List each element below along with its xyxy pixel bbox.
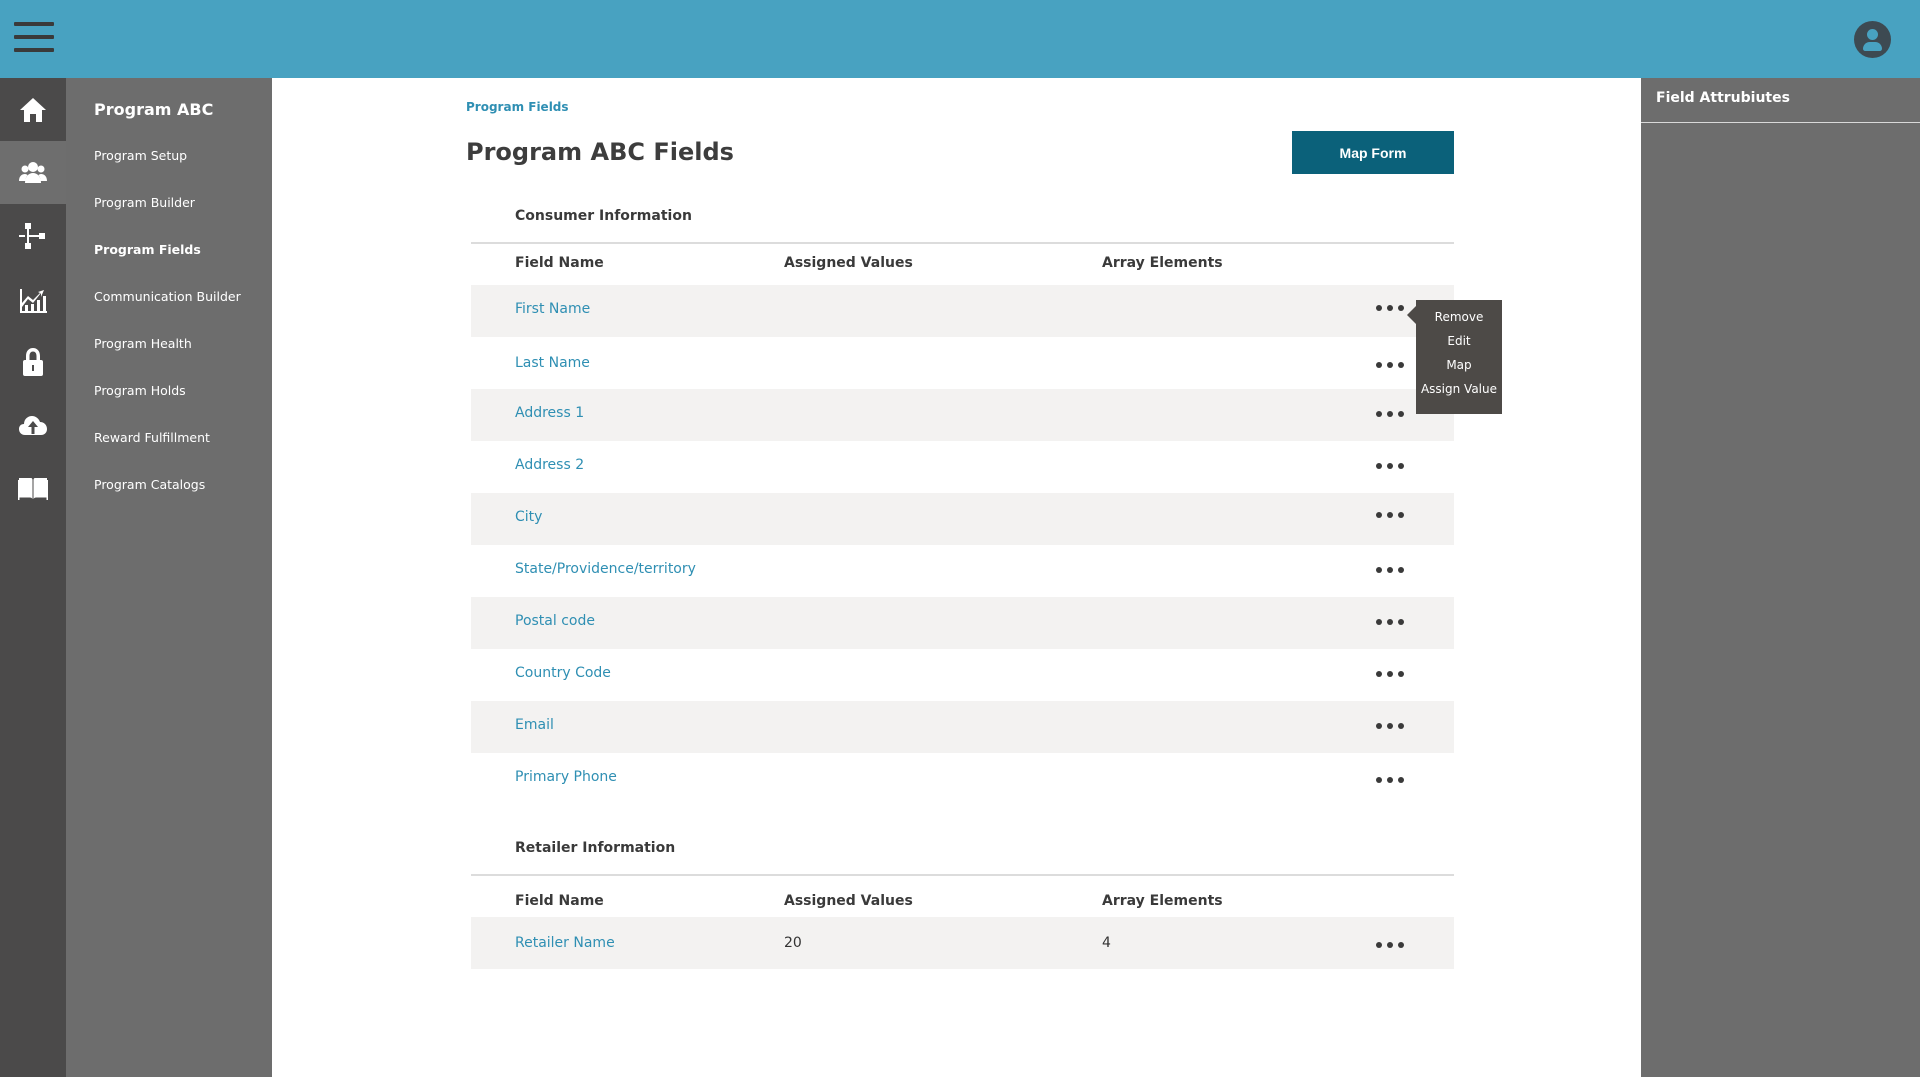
user-avatar-icon[interactable]	[1854, 21, 1891, 58]
rail-item-users[interactable]	[0, 141, 66, 204]
map-form-button[interactable]: Map Form	[1292, 131, 1454, 174]
more-options-icon[interactable]	[1376, 507, 1404, 523]
subnav-item-program-fields[interactable]: Program Fields	[94, 242, 201, 257]
table-row	[471, 285, 1454, 337]
more-options-icon[interactable]	[1376, 562, 1404, 578]
column-header-assigned-values: Assigned Values	[784, 255, 913, 271]
more-options-icon[interactable]	[1376, 458, 1404, 474]
table-row	[471, 597, 1454, 649]
subnav-item-program-catalogs[interactable]: Program Catalogs	[94, 477, 206, 492]
table-row	[471, 545, 1454, 597]
assigned-values-cell: 20	[784, 935, 802, 951]
page-title: Program ABC Fields	[466, 138, 734, 166]
rail-item-workflow[interactable]	[0, 204, 66, 267]
workflow-icon	[17, 220, 49, 252]
sub-navigation	[66, 78, 272, 1077]
field-name-link[interactable]: Retailer Name	[515, 935, 615, 951]
table-row	[471, 701, 1454, 753]
column-header-assigned-values: Assigned Values	[784, 893, 913, 909]
table-row	[471, 441, 1454, 493]
top-bar	[0, 0, 1920, 78]
menu-item-assign-value[interactable]: Assign Value	[1420, 382, 1498, 396]
more-options-icon[interactable]	[1376, 666, 1404, 682]
section-divider	[471, 242, 1454, 244]
more-options-icon[interactable]	[1376, 718, 1404, 734]
more-options-icon[interactable]	[1376, 937, 1404, 953]
book-catalog-icon	[17, 472, 49, 504]
column-header-field-name: Field Name	[515, 893, 604, 909]
more-options-icon[interactable]	[1376, 357, 1404, 373]
rail-item-upload[interactable]	[0, 393, 66, 456]
menu-item-map[interactable]: Map	[1446, 358, 1472, 372]
table-row	[471, 649, 1454, 701]
field-name-link[interactable]: Address 1	[515, 405, 585, 421]
rail-item-catalog[interactable]	[0, 456, 66, 519]
more-options-icon[interactable]	[1376, 614, 1404, 630]
table-row	[471, 753, 1454, 805]
subnav-item-reward-fulfillment[interactable]: Reward Fulfillment	[94, 430, 210, 445]
section-divider	[471, 874, 1454, 876]
breadcrumb[interactable]: Program Fields	[466, 100, 569, 114]
hamburger-menu-icon[interactable]	[14, 22, 54, 56]
field-attributes-panel	[1641, 78, 1920, 1077]
section-title-consumer: Consumer Information	[515, 208, 692, 224]
cloud-upload-icon	[17, 409, 49, 441]
users-icon	[17, 157, 49, 189]
menu-item-edit[interactable]: Edit	[1447, 334, 1471, 348]
column-header-array-elements: Array Elements	[1102, 893, 1223, 909]
field-name-link[interactable]: City	[515, 509, 543, 525]
field-name-link[interactable]: Postal code	[515, 613, 595, 629]
rail-item-lock[interactable]	[0, 330, 66, 393]
lock-icon	[17, 346, 49, 378]
field-name-link[interactable]: Country Code	[515, 665, 611, 681]
subnav-item-program-holds[interactable]: Program Holds	[94, 383, 186, 398]
rail-item-analytics[interactable]	[0, 267, 66, 330]
field-name-link[interactable]: Email	[515, 717, 554, 733]
array-elements-cell: 4	[1102, 935, 1111, 951]
menu-item-remove[interactable]: Remove	[1434, 310, 1484, 324]
section-title-retailer: Retailer Information	[515, 840, 676, 856]
field-name-link[interactable]: State/Providence/territory	[515, 561, 696, 577]
subnav-title: Program ABC	[94, 100, 214, 119]
table-row	[471, 389, 1454, 441]
more-options-icon[interactable]	[1376, 300, 1404, 316]
panel-title: Field Attrubiutes	[1656, 90, 1790, 106]
subnav-item-program-builder[interactable]: Program Builder	[94, 195, 195, 210]
more-options-icon[interactable]	[1376, 772, 1404, 788]
home-icon	[17, 94, 49, 126]
field-name-link[interactable]: First Name	[515, 301, 591, 317]
icon-rail	[0, 78, 66, 1077]
table-row	[471, 493, 1454, 545]
column-header-array-elements: Array Elements	[1102, 255, 1223, 271]
analytics-chart-icon	[17, 283, 49, 315]
table-row	[471, 337, 1454, 389]
table-row	[471, 917, 1454, 969]
field-name-link[interactable]: Primary Phone	[515, 769, 617, 785]
field-name-link[interactable]: Address 2	[515, 457, 585, 473]
row-context-menu	[1416, 300, 1502, 414]
column-header-field-name: Field Name	[515, 255, 604, 271]
more-options-icon[interactable]	[1376, 406, 1404, 422]
panel-divider	[1641, 122, 1920, 123]
subnav-item-program-setup[interactable]: Program Setup	[94, 148, 188, 163]
rail-item-home[interactable]	[0, 78, 66, 141]
subnav-item-program-health[interactable]: Program Health	[94, 336, 192, 351]
subnav-item-communication-builder[interactable]: Communication Builder	[94, 289, 241, 304]
field-name-link[interactable]: Last Name	[515, 355, 590, 371]
